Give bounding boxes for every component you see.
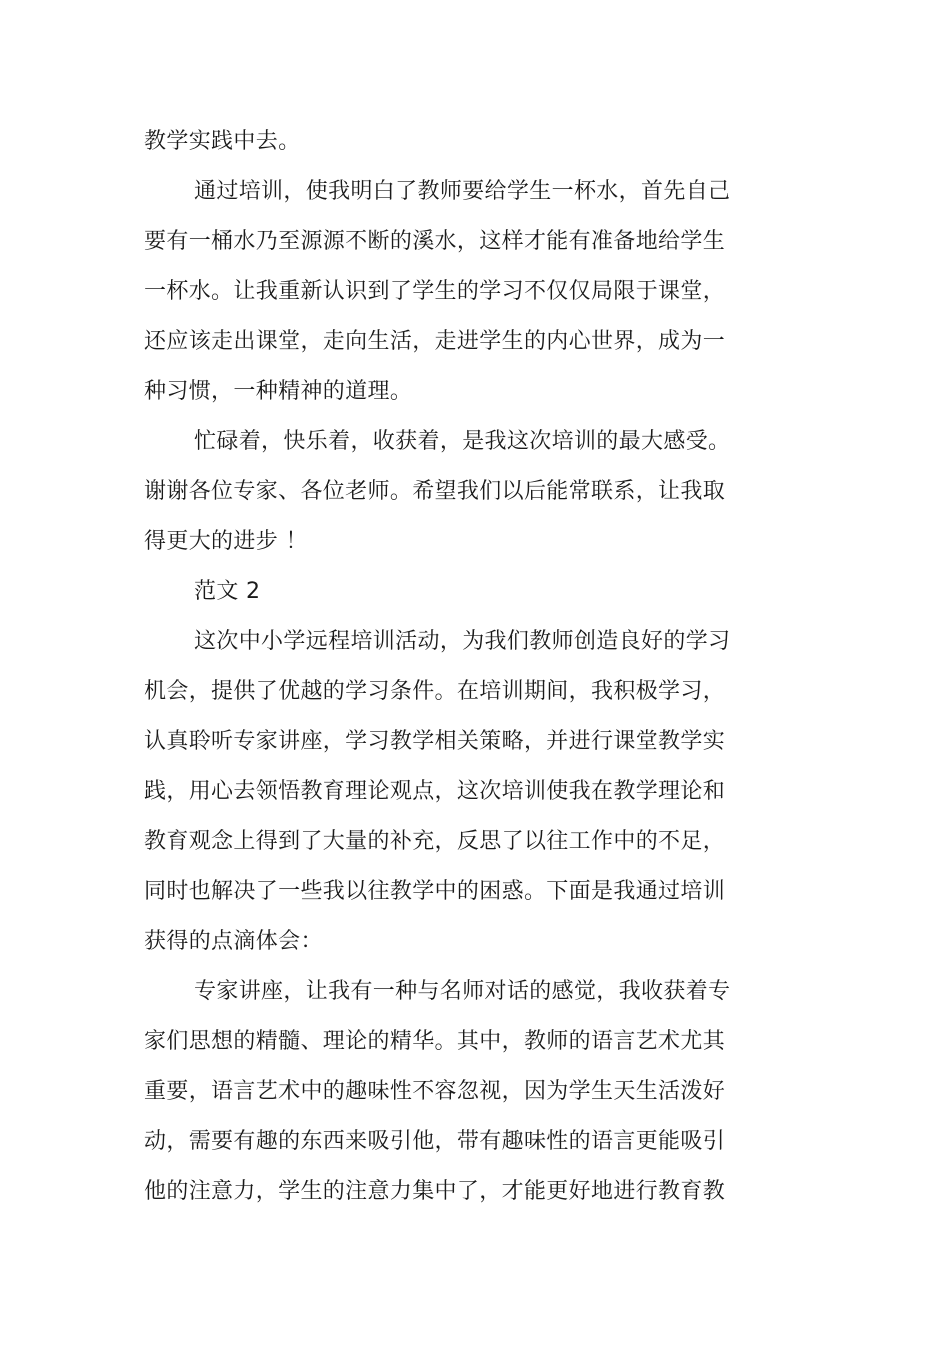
- paragraph-start-line: 通过培训，使我明白了教师要给学生一杯水，首先自己: [194, 179, 731, 204]
- text-line: 还应该走出课堂，走向生活，走进学生的内心世界，成为一: [144, 329, 726, 354]
- text-line: 一杯水。让我重新认识到了学生的学习不仅仅局限于课堂，: [144, 279, 726, 304]
- text-line: 家们思想的精髓、理论的精华。其中，教师的语言艺术尤其: [144, 1029, 726, 1054]
- text-line: 种习惯，一种精神的道理。: [144, 379, 413, 404]
- text-line: 同时也解决了一些我以往教学中的困惑。下面是我通过培训: [144, 879, 726, 904]
- text-line: 践，用心去领悟教育理论观点，这次培训使我在教学理论和: [144, 779, 726, 804]
- text-line: 认真聆听专家讲座，学习教学相关策略，并进行课堂教学实: [144, 729, 726, 754]
- text-line: 谢谢各位专家、各位老师。希望我们以后能常联系，让我取: [144, 479, 726, 504]
- text-line: 要有一桶水乃至源源不断的溪水，这样才能有准备地给学生: [144, 229, 726, 254]
- text-line: 机会，提供了优越的学习条件。在培训期间，我积极学习，: [144, 679, 726, 704]
- paragraph-start-line: 专家讲座，让我有一种与名师对话的感觉，我收获着专: [194, 979, 731, 1004]
- section-heading: 范文 2: [194, 579, 261, 604]
- text-line: 他的注意力，学生的注意力集中了，才能更好地进行教育教: [144, 1179, 726, 1204]
- text-line: 得更大的进步 ！: [144, 529, 308, 554]
- text-line: 教育观念上得到了大量的补充，反思了以往工作中的不足，: [144, 829, 726, 854]
- paragraph-start-line: 忙碌着，快乐着，收获着，是我这次培训的最大感受。: [194, 429, 731, 454]
- text-line: 动，需要有趣的东西来吸引他，带有趣味性的语言更能吸引: [144, 1129, 726, 1154]
- text-line: 重要，语言艺术中的趣味性不容忽视，因为学生天生活泼好: [144, 1079, 726, 1104]
- paragraph-start-line: 这次中小学远程培训活动，为我们教师创造良好的学习: [194, 629, 731, 654]
- text-line: 教学实践中去。: [144, 129, 301, 154]
- text-line: 获得的点滴体会：: [144, 929, 323, 954]
